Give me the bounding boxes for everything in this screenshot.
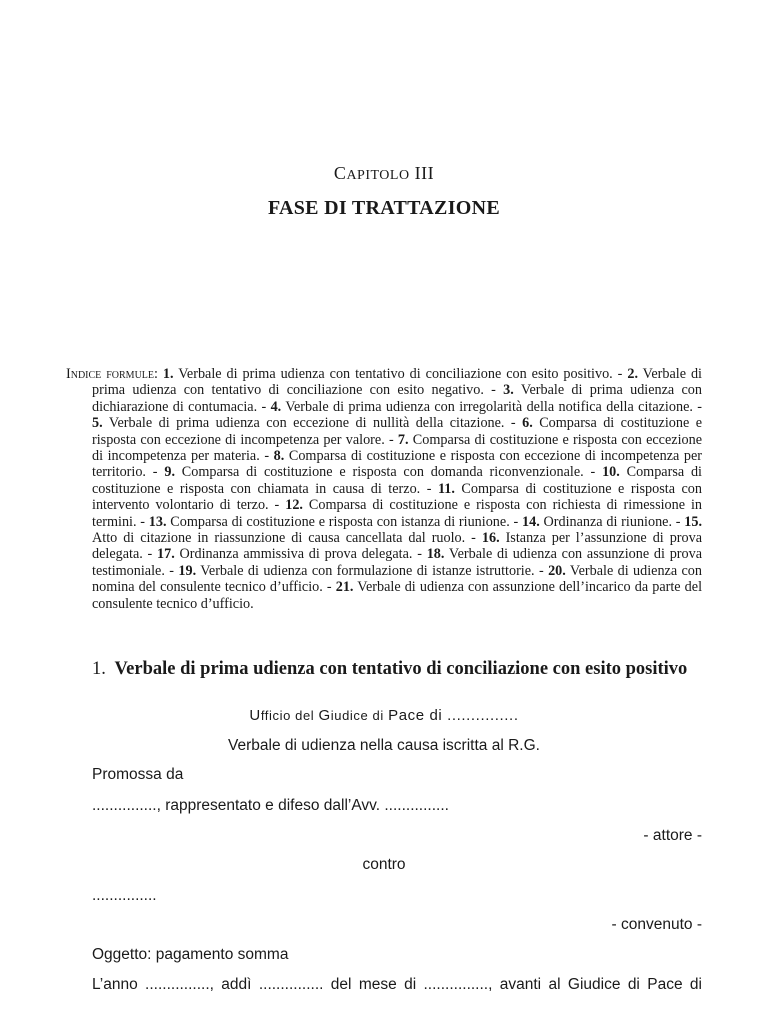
index-entry-text: Ordinanza di riunione. - [539,513,685,530]
section-title: Verbale di prima udienza con tentativo di conciliazione con esito positivo [114,659,688,679]
chapter-label-initial: C [333,163,347,183]
index-entry [178,563,548,579]
index-entry [522,514,684,530]
index-entry-text: Verbale di prima udienza con irregolarità della notifica della citazione. - [281,398,703,415]
office-text-2: iudice di [330,708,389,723]
formula-index: Indice formule: 1. Verbale di prima udienza con tentativo di conciliazione con esito positivo. - 2. Verbale di prima udienza con tentativo di conciliazione con esito negativo. - 3. Verbale di prima udienza con dichiarazione di contumacia. - 4. Verbale di prima udienza con irregolarità della notifica della citazione. - 5. Verbale di prima udienza con eccezione di nullità della citazione. - 6. Comparsa di costituzione e risposta con eccezione di incompetenza per valore. - 7. Comparsa di costituzione e risposta con eccezione di incompetenza per materia. - 8. Comparsa di costituzione e risposta con eccezione di incompetenza per territorio. - 9. Comparsa di costituzione e risposta con domanda riconvenzionale. - 10. Comparsa di costituzione e risposta con chiamata in causa di terzo. - 11. Comparsa di costituzione e risposta con intervento volontario di terzo. - 12. Comparsa di costituzione e risposta con richiesta di rimessione in termini. - 13. Comparsa di costituzione e risposta con istanza di riunione. - 14. Ordinanza di riunione. - 15. Atto di citazione in riassunzione di causa cancellata dal ruolo. - 16. Istanza per l’assunzione di prova delegata. - 17. Ordinanza ammissiva di prova delegata. - 18. Verbale di udienza con assunzione di prova testimoniale. - 19. Verbale di udienza con formulazione di istanze istruttorie. - 20. Verbale di udienza con nomina del consulente tecnico d’ufficio. - 21. Verbale di udienza con assunzione dell’incarico da parte del consulente tecnico d’ufficio. [66,366,703,612]
index-entry [92,415,522,431]
office-initial-g: G [318,707,331,724]
office-text-1: fficio del [260,708,319,723]
anno-line: L’anno ..............., addì ............... del mese di ..............., avanti al Giudice di Pace di [92,976,702,993]
index-entry-text: Comparsa di costituzione e risposta con domanda riconvenzionale. - [174,464,603,481]
office-initial-u: U [249,707,261,724]
index-entry [164,464,602,480]
index-entry-number: 6. [522,415,533,432]
index-entry [163,366,627,382]
index-entry-text: Verbale di udienza con nomina del consulente tecnico d’ufficio. - [92,562,702,596]
index-entry-text: Comparsa di costituzione e risposta con eccezione di incompetenza per valore. - [92,415,702,448]
index-entry-number: 1. [162,366,174,382]
chapter-label [0,163,768,184]
convenuto-details-line: ............... [92,887,157,904]
index-entry-text: Comparsa di costituzione e risposta con intervento volontario di terzo. - [92,480,702,514]
office-text-3: ace di ............... [398,707,519,724]
contro-line: contro [362,856,406,873]
index-entry-text: Ordinanza ammissiva di prova delegata. - [174,546,427,563]
index-entry-text: Verbale di prima udienza con eccezione di nullità della citazione. - [102,415,523,432]
index-entry [271,399,702,415]
index-entry-number: 2. [627,366,638,382]
promossa-line: Promossa da [92,766,184,783]
index-entry-number: 7. [397,431,409,448]
index-entry-number: 11. [437,480,455,497]
index-entry-text: Verbale di prima udienza con tentativo di conciliazione con esito negativo. - [92,366,702,399]
index-entry-text: Istanza per l’assunzione di prova delegata. - [92,530,702,563]
index-entry-text: Comparsa di costituzione e risposta con richiesta di rimessione in termini. - [92,497,702,530]
index-entry-number: 18. [426,546,445,563]
office-initial-p: P [388,707,399,724]
index-entry-text: Verbale di udienza con assunzione dell’incarico da parte del consulente tecnico d’ufficio. [92,579,703,612]
index-entries [92,366,702,612]
index-entry-number: 20. [548,562,566,579]
index-entry-number: 4. [270,398,282,415]
index-entry-text: Comparsa di costituzione e risposta con eccezione di incompetenza per territorio. - [92,448,702,481]
section-heading [92,659,712,680]
index-label: Indice formule [66,366,155,382]
index-entry-text: Atto di citazione in riassunzione di causa cancellata dal ruolo. - [92,530,482,547]
index-entry-number: 21. [335,579,354,596]
index-entry-text: Verbale di udienza con formulazione di istanze istruttorie. - [196,562,549,579]
index-entry-number: 19. [178,562,197,579]
attore-details-line: ..............., rappresentato e difeso dall’Avv. ............... [92,797,449,814]
index-entry-number: 13. [148,513,167,530]
index-entry-number: 9. [164,464,175,481]
index-entry-number: 5. [92,415,103,432]
index-entry-number: 16. [481,530,500,547]
index-entry-text: Comparsa di costituzione e risposta con chiamata in causa di terzo. - [92,464,702,497]
attore-label: - attore - [643,827,702,844]
index-entry-number: 14. [522,513,540,530]
index-entry-text: Verbale di prima udienza con dichiarazione di contumacia. - [92,382,702,415]
index-entry [149,514,522,530]
index-entry-number: 12. [285,497,303,514]
index-entry-number: 8. [273,448,285,465]
oggetto-line: Oggetto: pagamento somma [92,946,289,963]
chapter-title: FASE DI TRATTAZIONE [267,197,501,219]
index-entry-number: 15. [684,513,703,530]
index-entry-number: 17. [157,546,175,563]
index-entry [157,546,427,562]
office-line [0,706,768,726]
index-entry-text: Verbale di udienza con assunzione di prova testimoniale. - [92,546,703,579]
index-entry-number: 10. [602,464,620,481]
verbale-line: Verbale di udienza nella causa iscritta al R.G. [228,737,540,754]
index-entry-number: 3. [503,382,514,399]
chapter-number: III [414,163,435,183]
section-number: 1. [92,659,106,679]
index-entry-text: Comparsa di costituzione e risposta con eccezione di incompetenza per materia. - [92,431,702,465]
index-entry-text: Verbale di prima udienza con tentativo di conciliazione con esito positivo. - [173,366,628,382]
index-entry-text: Comparsa di costituzione e risposta con istanza di riunione. - [166,513,523,530]
convenuto-label: - convenuto - [611,916,702,933]
chapter-label-word: APITOLO [346,168,410,183]
